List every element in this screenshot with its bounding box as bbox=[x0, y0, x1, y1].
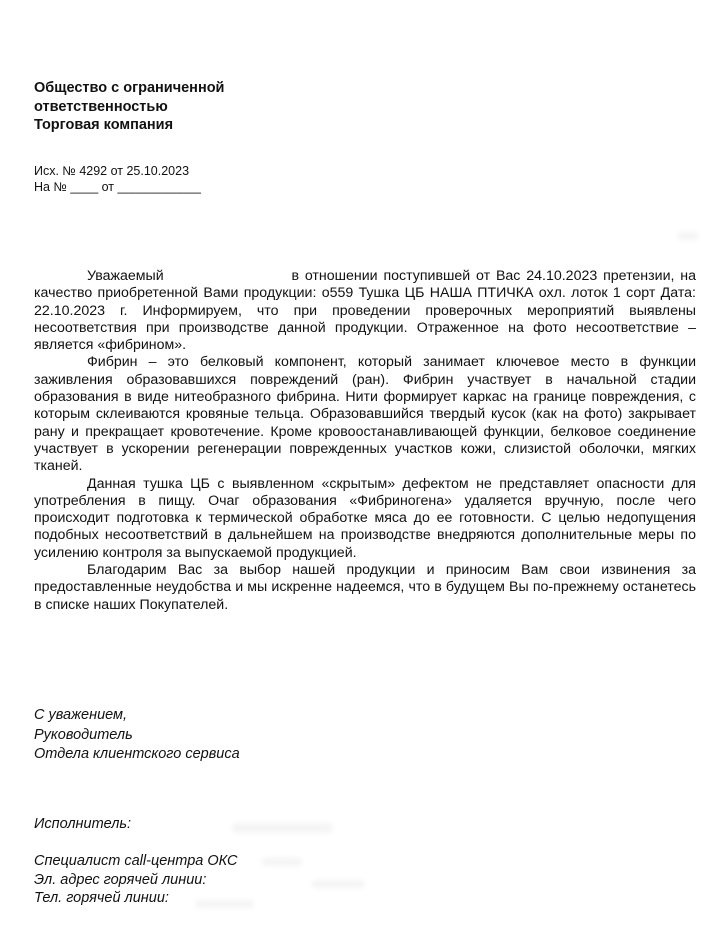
closing: С уважением, bbox=[34, 707, 128, 723]
executor-position: Специалист call-центра ОКС bbox=[34, 853, 238, 869]
redaction-mark bbox=[196, 900, 254, 908]
paragraph-1-text: в отношении поступившей от Вас 24.10.2023 претензии, на качество приобретенной Вами продукции: о559 Тушка ЦБ НАША ПТИЧКА охл. лоток 1 сорт Дата: 22.10.2023 г. Информируем, что при проведении проверочных мероприятий выявлены несоответствия при производстве данной продукции. Отраженное на фото несоответствие – является «фибрином». bbox=[34, 268, 696, 354]
paragraph-1 bbox=[34, 268, 696, 354]
executor-label: Исполнитель: bbox=[34, 816, 132, 832]
reference-numbers bbox=[34, 164, 201, 195]
executor-label-block bbox=[34, 815, 131, 835]
incoming-number: На № ____ от ____________ bbox=[34, 179, 201, 194]
paragraph-2: Фибрин – это белковый компонент, который занимает ключевое место в функции заживления образовавшихся повреждений (ран). Фибрин участвует в начальной стадии образования в виде нитеобразного фибрина. Нити формирует каркас на границе повреждения, с которым склеиваются кровяные тельца. Образовавшийся твердый кусок (как на фото) закрывает рану и прекращает кровотечение. Кроме кровоостанавливающей функции, белковое соединение участвует в ускорении регенерации поврежденных участков кожи, слизистой оболочки, мягких тканей. bbox=[34, 354, 696, 475]
redaction-mark bbox=[312, 880, 364, 888]
phone-label: Тел. горячей линии: bbox=[34, 890, 169, 906]
outgoing-number: Исх. № 4292 от 25.10.2023 bbox=[34, 164, 190, 178]
signer-title: Руководитель bbox=[34, 726, 133, 743]
redaction-mark bbox=[262, 858, 302, 866]
signer-department: Отдела клиентского сервиса bbox=[34, 746, 240, 762]
email-label: Эл. адрес горячей линии: bbox=[34, 871, 207, 888]
redaction-mark bbox=[678, 232, 698, 240]
salutation: Уважаемый bbox=[87, 268, 164, 284]
paragraph-3: Данная тушка ЦБ с выявленном «скрытым» дефектом не представляет опасности для употребления в пищу. Очаг образования «Фибриногена» удаляется вручную, после чего происходит подготовка к термической обработке мяса до ее готовности. С целью недопущения подобных несоответствий в дальнейшем на производстве внедряются дополнительные меры по усилению контроля за выпускаемой продукцией. bbox=[34, 475, 696, 561]
org-line-2: ответственностью bbox=[34, 98, 168, 115]
org-line-3: Торговая компания bbox=[34, 117, 174, 133]
org-line-1: Общество с ограниченной bbox=[34, 80, 225, 96]
signature-block bbox=[34, 706, 240, 765]
redaction-mark bbox=[232, 823, 332, 833]
organization-header bbox=[34, 79, 224, 135]
paragraph-4: Благодарим Вас за выбор нашей продукции и приносим Вам свои извинения за предоставленные неудобства и мы искренне надеемся, что в будущем Вы по-прежнему останетесь в списке наших Покупателей. bbox=[34, 562, 696, 613]
letter-body bbox=[34, 268, 696, 614]
